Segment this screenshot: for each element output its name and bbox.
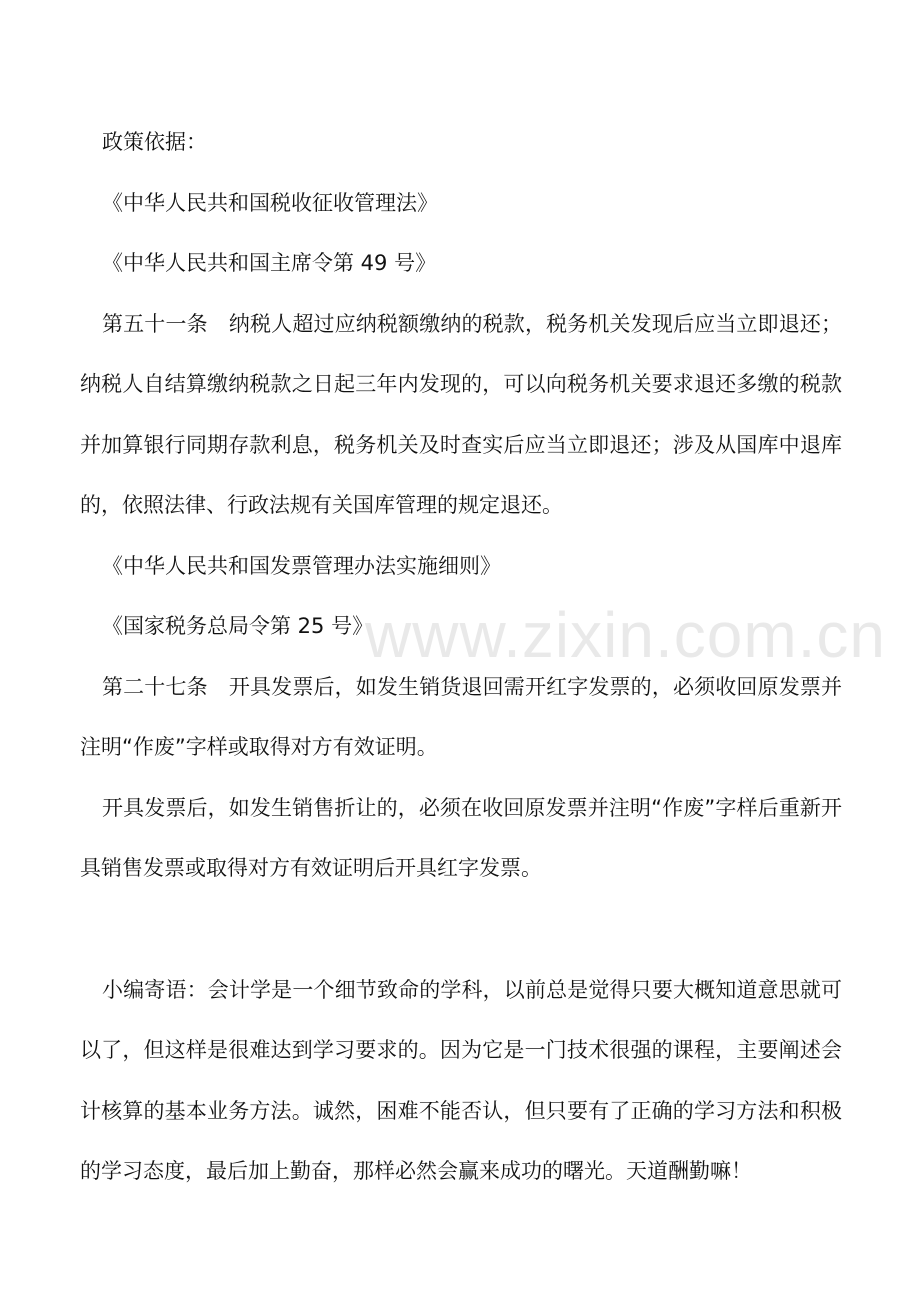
sales-discount-paragraph: 开具发票后，如发生销售折让的，必须在收回原发票并注明“作废”字样后重新开具销售发票或取得对方有效证明后开具红字发票。 [80,795,842,880]
policy-basis-heading: 政策依据： [102,130,207,154]
site-watermark: www.zixin.com.cn [365,599,886,671]
article-51-paragraph: 第五十一条 纳税人超过应纳税额缴纳的税款，税务机关发现后应当立即退还；纳税人自结算缴纳税款之日起三年内发现的，可以向税务机关要求退还多缴的税款并加算银行同期存款利息，税务机关及时查实后应当立即退还；涉及从国库中退库的，依照法律、行政法规有关国库管理的规定退还。 [80,311,842,517]
editor-closing-paragraph: 小编寄语：会计学是一个细节致命的学科，以前总是觉得只要大概知道意思就可以了，但这样是很难达到学习要求的。因为它是一门技术很强的课程，主要阐述会计核算的基本业务方法。诚然，困难不能否认，但只要有了正确的学习方法和积极的学习态度，最后加上勤奋，那样必然会赢来成功的曙光。天道酬勤嘛！ [80,977,842,1183]
document-body [80,112,842,1202]
paragraph-spacer [80,899,842,960]
tax-bureau-order-title: 《国家税务总局令第 25 号》 [102,614,374,638]
law-title-collection: 《中华人民共和国税收征收管理法》 [102,190,438,215]
article-27-paragraph: 第二十七条 开具发票后，如发生销货退回需开红字发票的，必须收回原发票并注明“作废”字样或取得对方有效证明。 [80,674,842,759]
invoice-rules-title: 《中华人民共和国发票管理办法实施细则》 [102,553,501,578]
presidential-order-title: 《中华人民共和国主席令第 49 号》 [102,251,437,275]
